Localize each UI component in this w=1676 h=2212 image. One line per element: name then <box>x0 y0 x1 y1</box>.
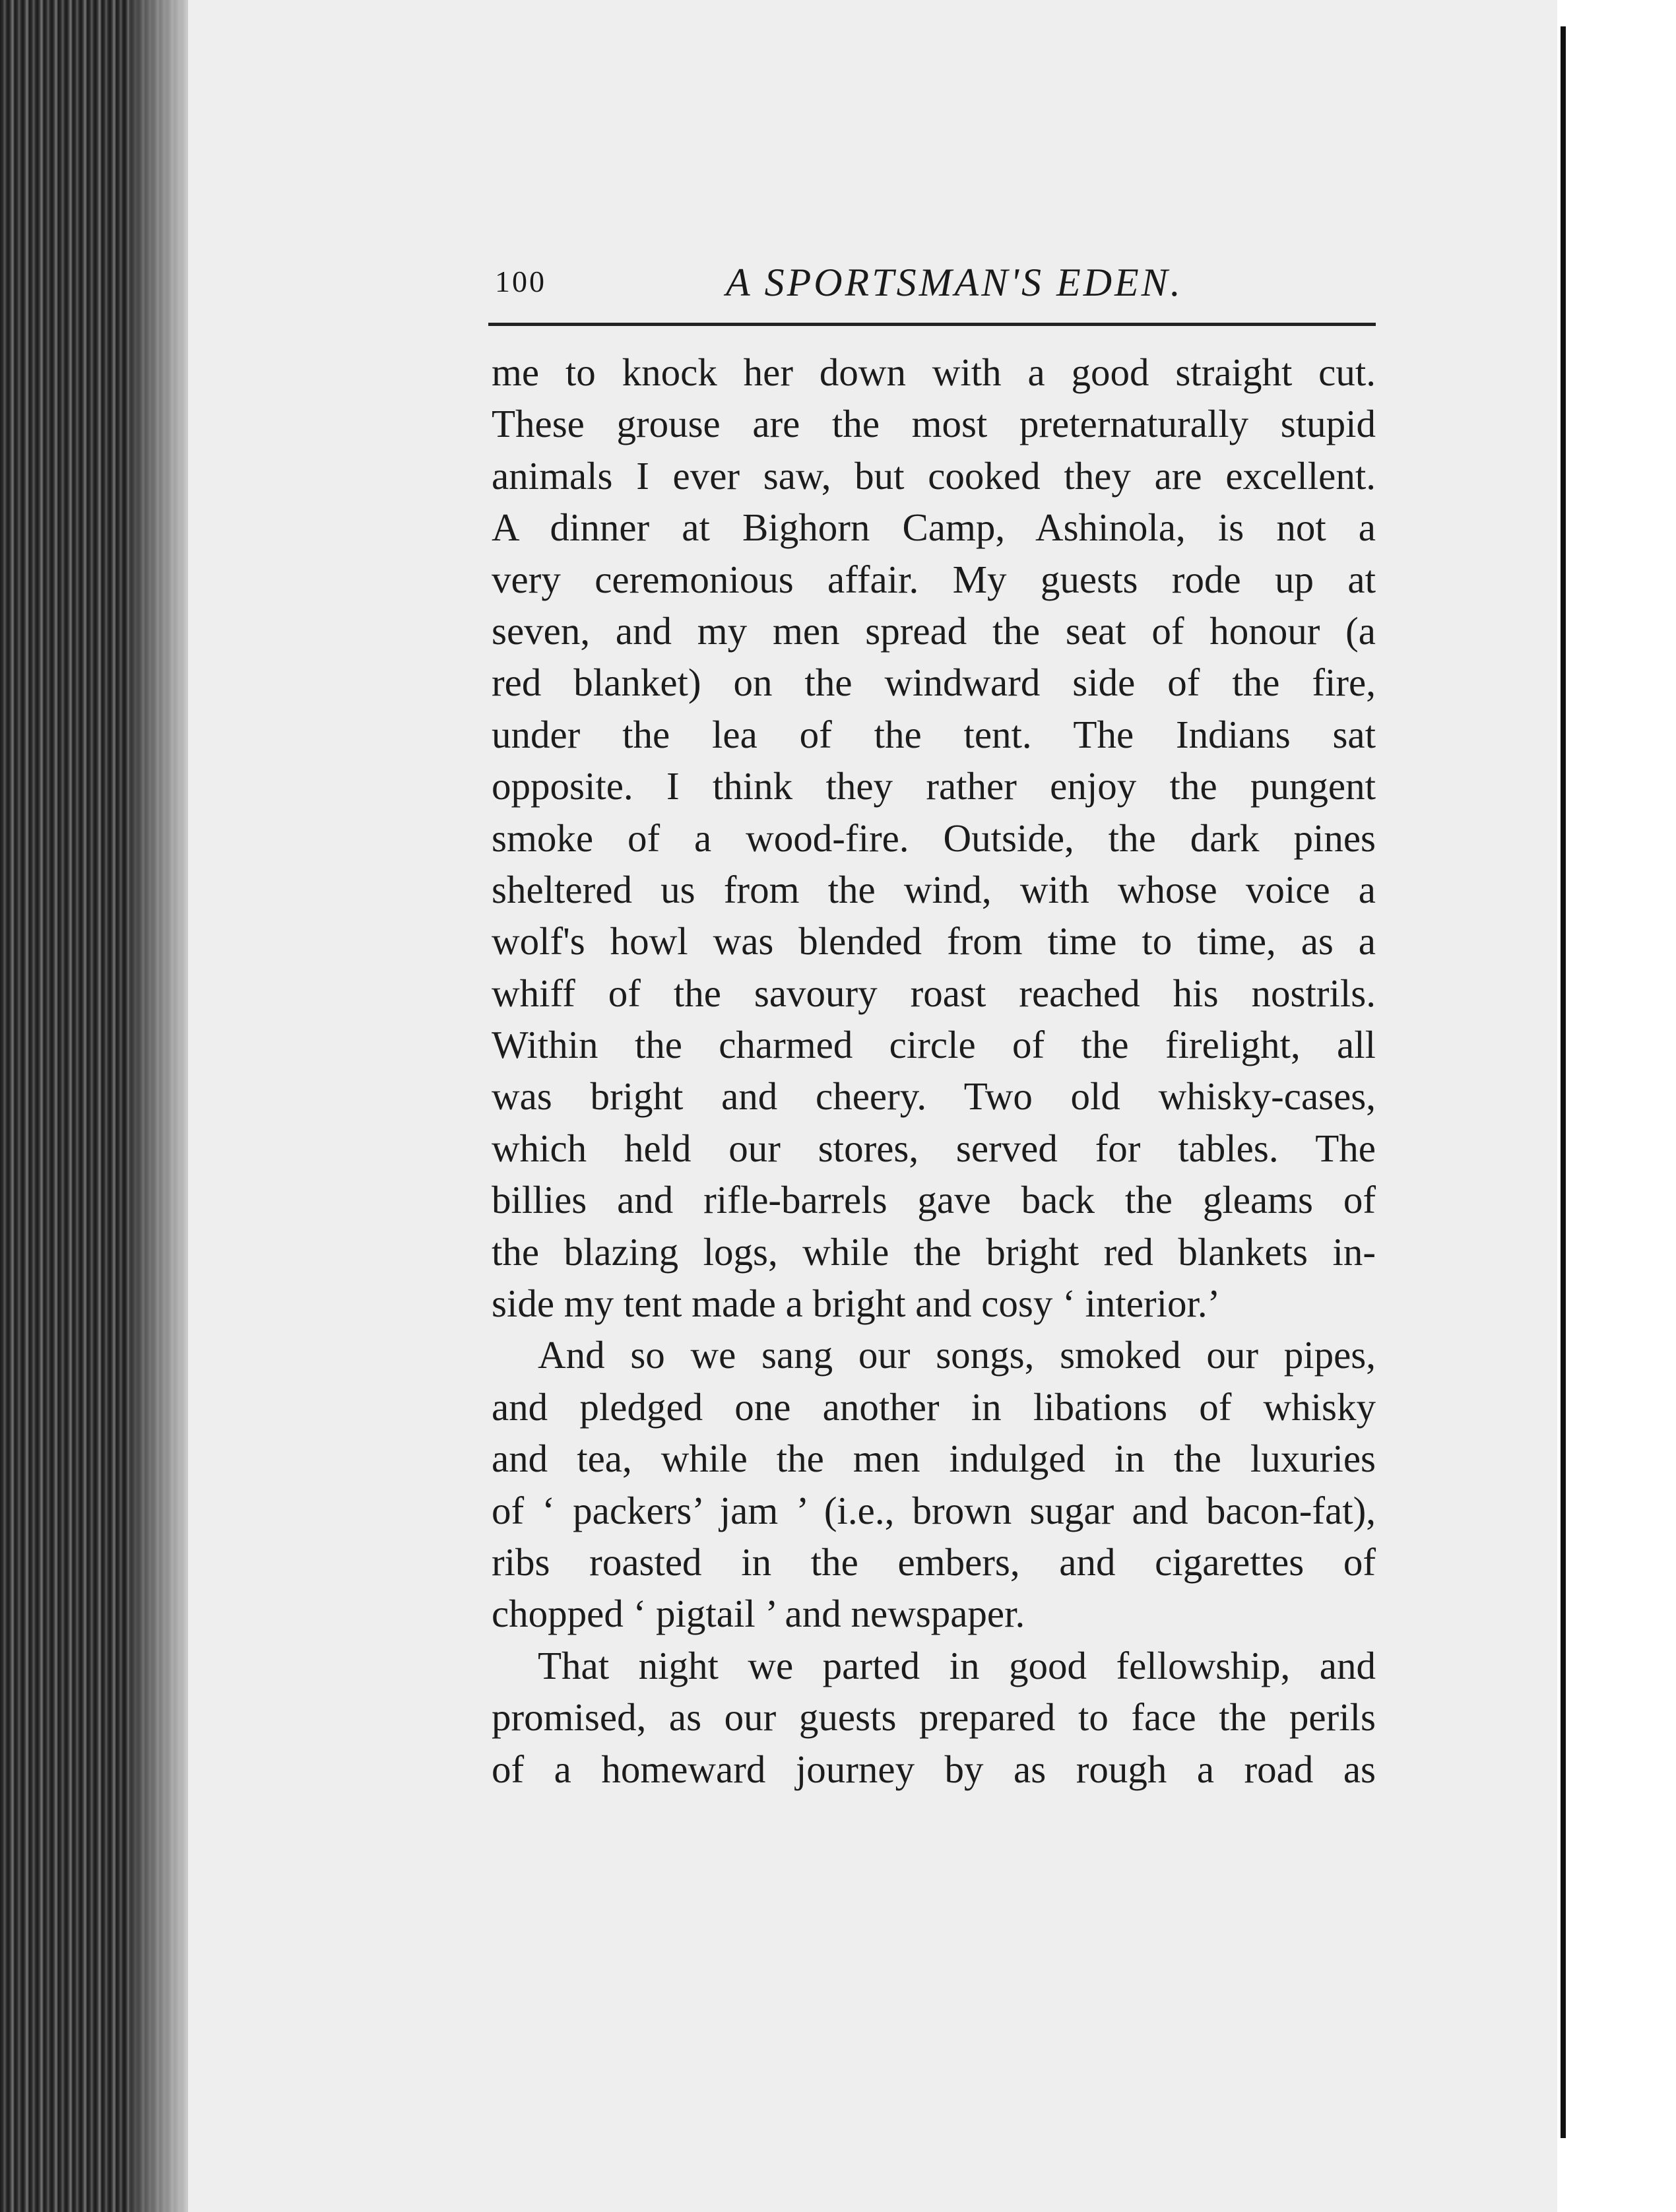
text-line: under the lea of the tent. The Indians sat <box>492 712 1376 756</box>
text-line: red blanket) on the windward side of the fire, <box>492 661 1376 705</box>
text-line: These grouse are the most preternaturally stupid <box>492 402 1376 446</box>
text-line: opposite. I think they rather enjoy the pungent <box>492 764 1376 808</box>
page-header <box>495 261 1376 310</box>
text-line: ribs roasted in the embers, and cigarettes of <box>492 1540 1376 1584</box>
book-page-edges <box>0 0 188 2212</box>
text-line: promised, as our guests prepared to face the perils <box>492 1695 1376 1740</box>
text-line: smoke of a wood-fire. Outside, the dark pines <box>492 816 1376 860</box>
body-text <box>492 346 1376 1795</box>
text-line: A dinner at Bighorn Camp, Ashinola, is not a <box>492 505 1376 550</box>
text-line: seven, and my men spread the seat of honour (a <box>492 608 1376 653</box>
text-line: whiff of the savoury roast reached his nostrils. <box>492 971 1376 1015</box>
text-line: billies and rifle-barrels gave back the gleams of <box>492 1178 1376 1222</box>
gutter-rule <box>1561 26 1566 2138</box>
text-line: That night we parted in good fellowship, and <box>538 1643 1376 1687</box>
text-line: side my tent made a bright and cosy ‘ interior.’ <box>492 1282 1221 1326</box>
text-line: animals I ever saw, but cooked they are excellent. <box>492 453 1376 498</box>
text-line: wolf's howl was blended from time to time, as a <box>492 919 1376 963</box>
header-rule <box>488 323 1376 326</box>
facing-page-edge <box>1557 0 1676 2212</box>
text-line: and tea, while the men indulged in the luxuries <box>492 1437 1376 1481</box>
text-line: of ‘ packers’ jam ’ (i.e., brown sugar and bacon-fat), <box>492 1488 1376 1532</box>
text-line: the blazing logs, while the bright red blankets in- <box>492 1229 1376 1274</box>
text-line: was bright and cheery. Two old whisky-cases, <box>492 1074 1376 1119</box>
page-number: 100 <box>495 265 546 298</box>
text-line: me to knock her down with a good straight cut. <box>492 350 1376 394</box>
text-line: Within the charmed circle of the firelight, all <box>492 1023 1376 1067</box>
text-line: very ceremonious affair. My guests rode up at <box>492 557 1376 601</box>
text-line: which held our stores, served for tables. The <box>492 1126 1376 1170</box>
running-title: A SPORTSMAN'S EDEN. <box>726 261 1183 304</box>
text-line: of a homeward journey by as rough a road as <box>492 1747 1376 1791</box>
text-line: And so we sang our songs, smoked our pipes, <box>538 1333 1376 1377</box>
text-line: sheltered us from the wind, with whose voice a <box>492 867 1376 911</box>
text-line: chopped ‘ pigtail ’ and newspaper. <box>492 1592 1025 1636</box>
text-line: and pledged one another in libations of whisky <box>492 1384 1376 1429</box>
